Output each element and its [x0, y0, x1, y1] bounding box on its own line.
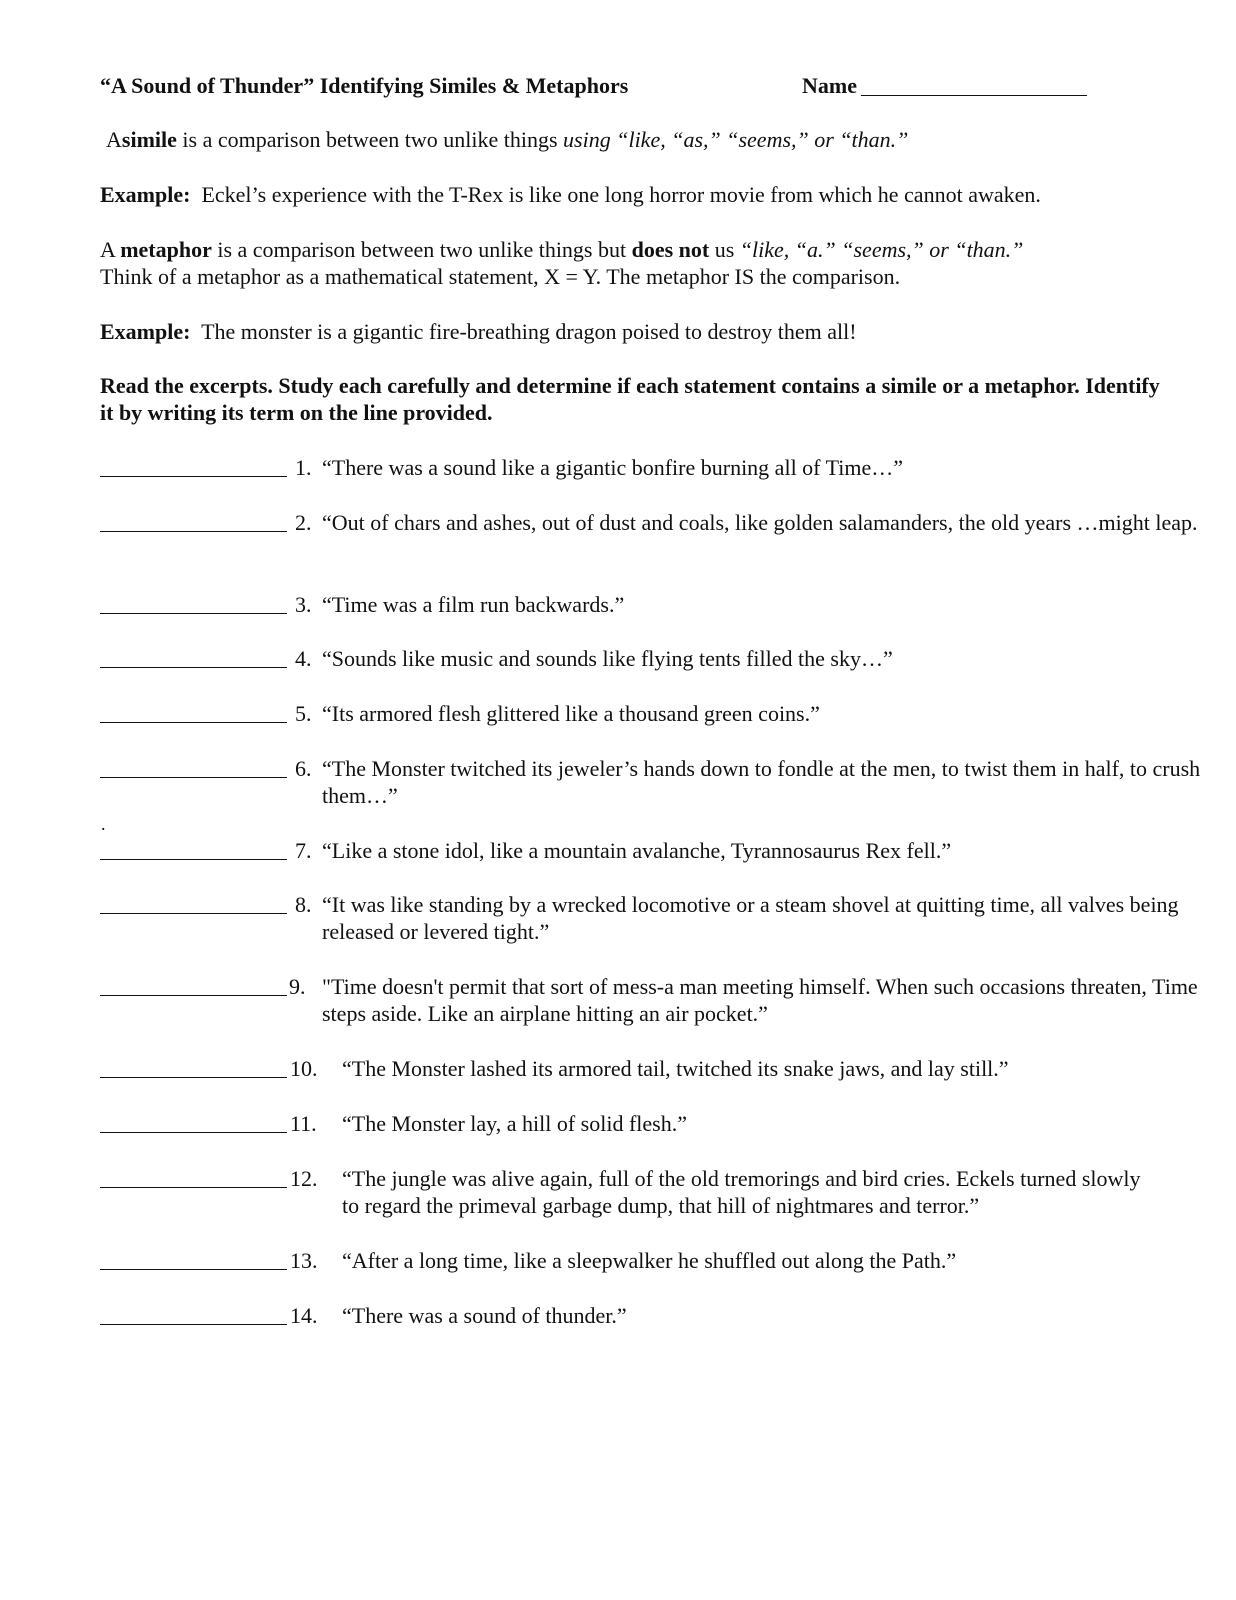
question-text: “Sounds like music and sounds like flying tents filled the sky…”	[322, 646, 893, 671]
instructions: Read the excerpts. Study each carefully and determine if each statement contains a simile or a metaphor. Identify it by writing its term on the line provided.	[100, 373, 1160, 425]
question-text: “After a long time, like a sleepwalker he shuffled out along the Path.”	[342, 1248, 957, 1273]
answer-blank[interactable]	[100, 1269, 287, 1270]
stray-mark: .	[101, 814, 106, 834]
question-number: 14.	[290, 1303, 318, 1328]
question-text: “There was a sound of thunder.”	[342, 1303, 627, 1328]
answer-blank[interactable]	[100, 1324, 287, 1325]
question-number: 5.	[295, 701, 312, 726]
question-number: 10.	[290, 1056, 318, 1081]
answer-blank[interactable]	[100, 476, 287, 477]
question-number: 13.	[290, 1248, 318, 1273]
worksheet-title: “A Sound of Thunder” Identifying Similes & Metaphors	[100, 73, 629, 98]
question-number: 11.	[290, 1111, 317, 1136]
question-text: “There was a sound like a gigantic bonfire burning all of Time…”	[322, 455, 904, 480]
question-number: 12.	[290, 1166, 318, 1191]
simile-example: Example: Eckel’s experience with the T-Rex is like one long horror movie from which he cannot awaken.	[100, 182, 1041, 207]
question-text: “The jungle was alive again, full of the old tremorings and bird cries. Eckels turned slowly to regard the primeval garbage dump, that hill of nightmares and terror.”	[342, 1166, 1141, 1218]
simile-term: simile	[121, 127, 177, 152]
answer-blank[interactable]	[100, 613, 287, 614]
answer-blank[interactable]	[100, 777, 287, 778]
metaphor-term: metaphor	[120, 237, 212, 262]
answer-blank[interactable]	[100, 722, 287, 723]
question-text: “It was like standing by a wrecked locomotive or a steam shovel at quitting time, all valves being released or levered tight.”	[322, 892, 1179, 944]
question-text: “The Monster twitched its jeweler’s hands down to fondle at the men, to twist them in half, to crush them…”	[322, 756, 1201, 808]
question-text: "Time doesn't permit that sort of mess-a man meeting himself. When such occasions threaten, Time steps aside. Like an airplane hitting an air pocket.”	[322, 974, 1198, 1026]
example-label: Example:	[100, 182, 191, 207]
answer-blank[interactable]	[100, 995, 287, 996]
question-number: 4.	[295, 646, 312, 671]
question-number: 2.	[295, 510, 312, 535]
answer-blank[interactable]	[100, 859, 287, 860]
name-label: Name	[802, 73, 857, 98]
question-number: 1.	[295, 455, 312, 480]
question-number: 8.	[295, 892, 312, 917]
answer-blank[interactable]	[100, 1187, 287, 1188]
question-text: “Its armored flesh glittered like a thousand green coins.”	[322, 701, 820, 726]
question-text: “The Monster lashed its armored tail, twitched its snake jaws, and lay still.”	[342, 1056, 1009, 1081]
question-number: 3.	[295, 592, 312, 617]
question-text: “Time was a film run backwards.”	[322, 592, 625, 617]
answer-blank[interactable]	[100, 913, 287, 914]
question-number: 7.	[295, 838, 312, 863]
answer-blank[interactable]	[100, 667, 287, 668]
question-number: 9.	[289, 974, 306, 999]
metaphor-example: Example: The monster is a gigantic fire-breathing dragon poised to destroy them all!	[100, 319, 857, 344]
question-number: 6.	[295, 756, 312, 781]
metaphor-explanation: Think of a metaphor as a mathematical statement, X = Y. The metaphor IS the comparison.	[100, 264, 901, 289]
question-text: “The Monster lay, a hill of solid flesh.”	[342, 1111, 687, 1136]
answer-blank[interactable]	[100, 1132, 287, 1133]
answer-blank[interactable]	[100, 531, 287, 532]
simile-definition: Asimile is a comparison between two unlike things using “like, “as,” “seems,” or “than.”	[106, 127, 909, 152]
question-text: “Out of chars and ashes, out of dust and coals, like golden salamanders, the old years …might leap.	[322, 510, 1198, 535]
question-text: “Like a stone idol, like a mountain avalanche, Tyrannosaurus Rex fell.”	[322, 838, 952, 863]
name-blank-line[interactable]	[861, 95, 1087, 96]
example-label: Example:	[100, 319, 191, 344]
metaphor-definition: A metaphor is a comparison between two unlike things but does not us “like, “a.” “seems,” or “than.”	[100, 237, 1024, 262]
answer-blank[interactable]	[100, 1077, 287, 1078]
